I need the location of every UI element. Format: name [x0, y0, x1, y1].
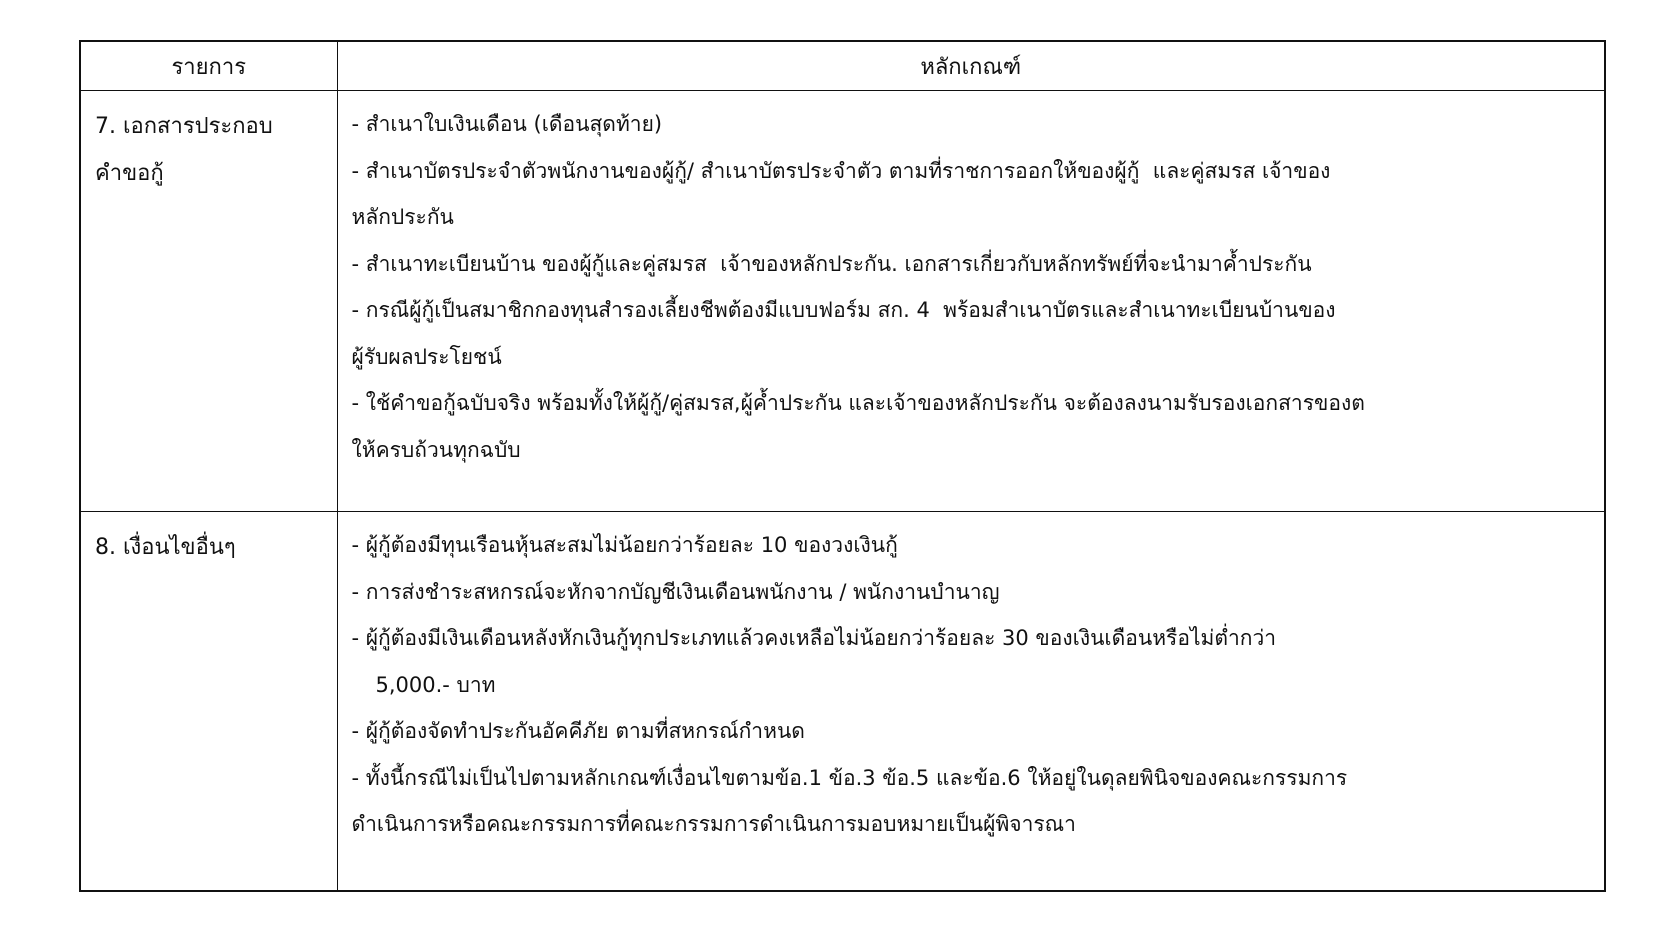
item-label-line: 8. เงื่อนไขอื่นๆ [95, 535, 236, 560]
table-row [80, 91, 1605, 512]
criteria-line: ดำเนินการหรือคณะกรรมการที่คณะกรรมการดำเนินการมอบหมายเป็นผู้พิจารณา [351, 812, 1076, 836]
criteria-line: - ผู้กู้ต้องมีทุนเรือนหุ้นสะสมไม่น้อยกว่าร้อยละ 10 ของวงเงินกู้ [351, 533, 898, 557]
item-label-line: คำขอกู้ [95, 161, 164, 186]
header-criteria: หลักเกณฑ์ [337, 41, 1605, 91]
criteria-line: - ทั้งนี้กรณีไม่เป็นไปตามหลักเกณฑ์เงื่อนไขตามข้อ.1 ข้อ.3 ข้อ.5 และข้อ.6 ให้อยู่ในดุลยพินิจของคณะกรรมการ [351, 765, 1348, 790]
criteria-cell [337, 512, 1605, 892]
item-cell [80, 512, 337, 892]
criteria-line: - สำเนาใบเงินเดือน (เดือนสุดท้าย) [351, 112, 663, 136]
table-row [80, 512, 1605, 892]
criteria-line: ให้ครบถ้วนทุกฉบับ [351, 437, 521, 462]
item-label-line: 7. เอกสารประกอบ [95, 114, 273, 139]
criteria-line: หลักประกัน [351, 205, 454, 229]
criteria-line: - สำเนาบัตรประจำตัวพนักงานของผู้กู้/ สำเนาบัตรประจำตัว ตามที่ราชการออกให้ของผู้กู้ และคู่สมรส เจ้าของ [351, 158, 1331, 183]
criteria-line: - สำเนาทะเบียนบ้าน ของผู้กู้และคู่สมรส เจ้าของหลักประกัน. เอกสารเกี่ยวกับหลักทรัพย์ที่จะนำมาค้ำประกัน [351, 251, 1312, 276]
criteria-cell [337, 91, 1605, 512]
header-item: รายการ [80, 41, 337, 91]
criteria-line: - ใช้คำขอกู้ฉบับจริง พร้อมทั้งให้ผู้กู้/คู่สมรส,ผู้ค้ำประกัน และเจ้าของหลักประกัน จะต้องลงนามรับรองเอกสารของต [351, 391, 1365, 415]
criteria-line: - กรณีผู้กู้เป็นสมาชิกกองทุนสำรองเลี้ยงชีพต้องมีแบบฟอร์ม สก. 4 พร้อมสำเนาบัตรและสำเนาทะเบียนบ้านของ [351, 298, 1336, 322]
criteria-table [79, 40, 1606, 892]
criteria-line: - ผู้กู้ต้องจัดทำประกันอัคคีภัย ตามที่สหกรณ์กำหนด [351, 719, 805, 743]
table-header-row [80, 41, 1605, 91]
item-cell [80, 91, 337, 512]
criteria-line: - การส่งชำระสหกรณ์จะหักจากบัญชีเงินเดือนพนักงาน / พนักงานบำนาญ [351, 579, 1000, 604]
criteria-line: - ผู้กู้ต้องมีเงินเดือนหลังหักเงินกู้ทุกประเภทแล้วคงเหลือไม่น้อยกว่าร้อยละ 30 ของเงินเดือนหรือไม่ต่ำกว่า [351, 626, 1277, 650]
criteria-line: ผู้รับผลประโยชน์ [351, 344, 502, 369]
criteria-line: 5,000.- บาท [375, 672, 496, 697]
